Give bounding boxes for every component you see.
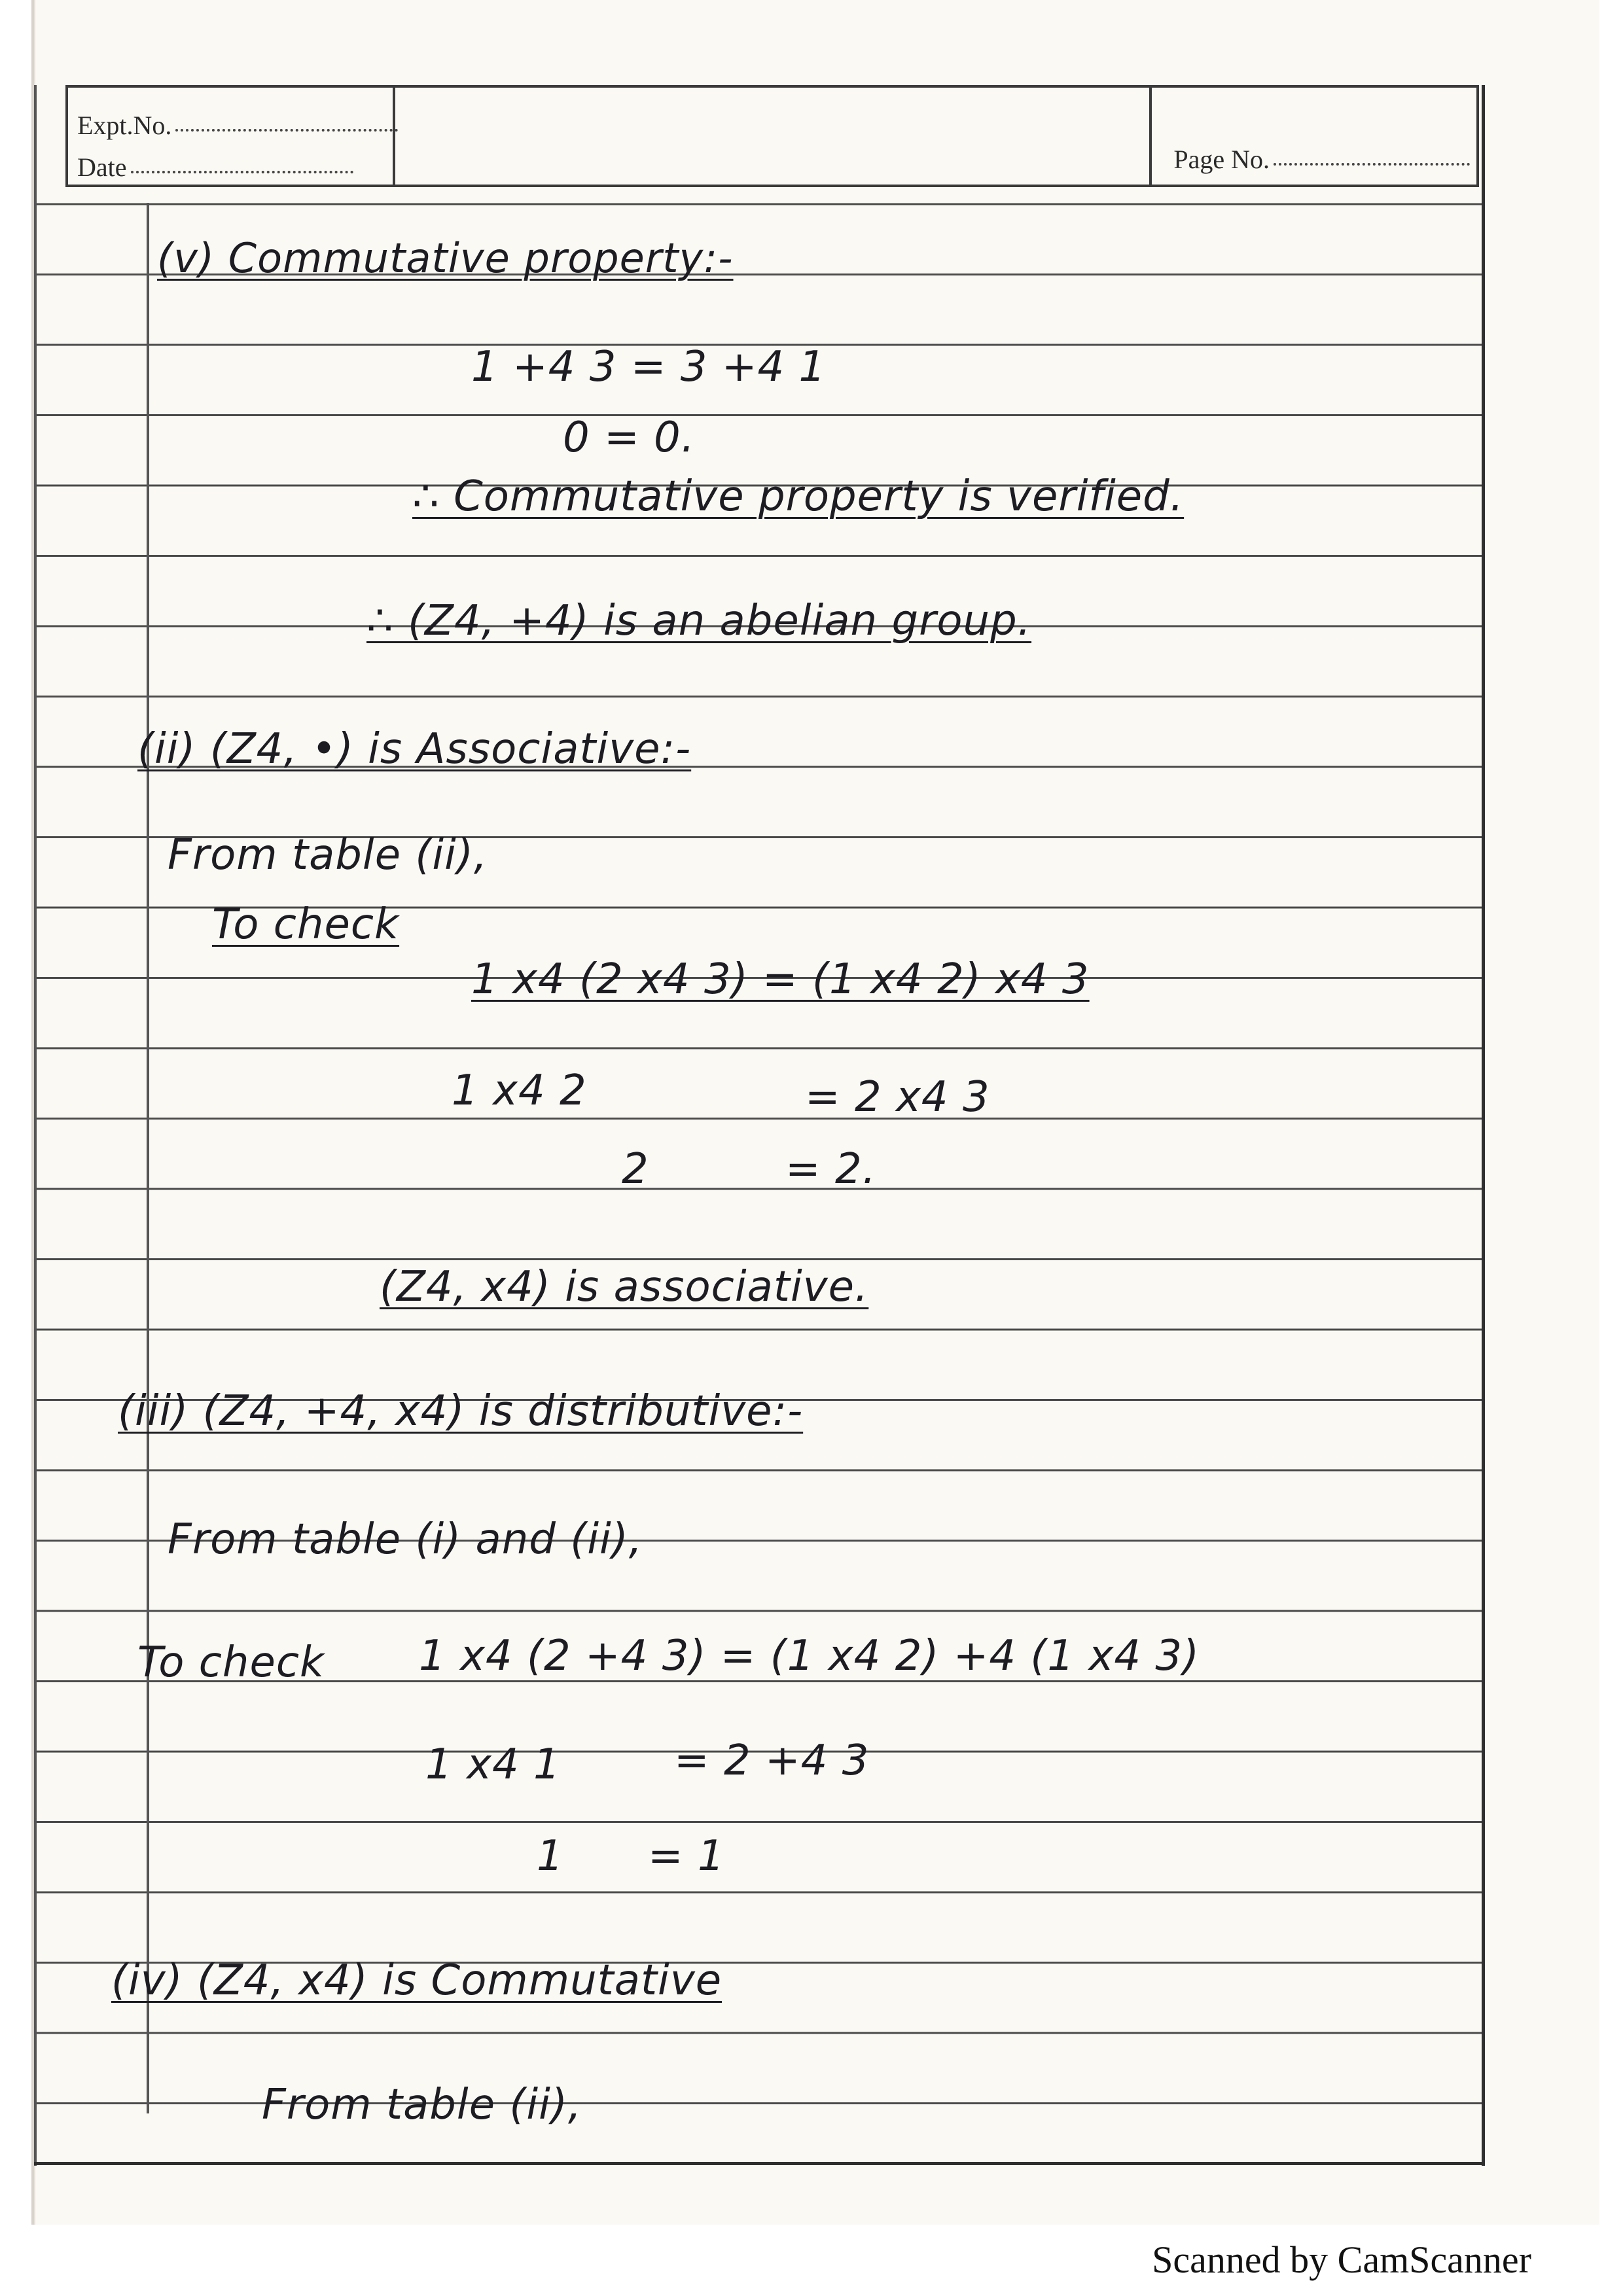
equation-line: 2: [622, 1145, 649, 1193]
equation-line: = 2 x4 3: [805, 1073, 990, 1122]
heading-distributive: (iii) (Z4, +4, x4) is distributive:-: [118, 1387, 804, 1436]
equation-line: 1 x4 (2 x4 3) = (1 x4 2) x4 3: [471, 955, 1090, 1004]
equation-line: 1: [537, 1832, 564, 1881]
margin-line: [147, 203, 149, 2113]
page-border-right: [1482, 85, 1485, 2166]
scanner-watermark: Scanned by CamScanner: [1152, 2238, 1531, 2281]
conclusion-line: ∴ Commutative property is verified.: [412, 472, 1185, 521]
text-line: To check: [137, 1638, 325, 1687]
equation-line: 1 x4 1: [425, 1740, 561, 1789]
heading-associative: (ii) (Z4, •) is Associative:-: [137, 725, 692, 773]
equation-line: = 2 +4 3: [674, 1737, 870, 1785]
page-border-left: [34, 85, 37, 2166]
expt-no-label: Expt.No.: [77, 110, 398, 141]
text-line: From table (ii),: [168, 831, 488, 879]
date-label: Date: [77, 152, 353, 183]
equation-line: 1 x4 (2 +4 3) = (1 x4 2) +4 (1 x4 3): [419, 1632, 1200, 1680]
page-no-label: Page No.: [1173, 144, 1470, 175]
equation-line: = 1: [648, 1832, 725, 1881]
conclusion-line: (Z4, x4) is associative.: [380, 1263, 869, 1311]
equation-line: 1 +4 3 = 3 +4 1: [471, 343, 827, 391]
equation-line: 1 x4 2: [452, 1067, 587, 1115]
header-left-cell: [68, 88, 395, 185]
conclusion-line: ∴ (Z4, +4) is an abelian group.: [366, 597, 1032, 645]
heading-commutative: (iv) (Z4, x4) is Commutative: [111, 1956, 722, 2005]
page-header-box: [65, 85, 1479, 187]
text-line: From table (ii),: [262, 2081, 582, 2129]
page-border-bottom: [34, 2162, 1485, 2165]
equation-line: 0 = 0.: [563, 414, 696, 462]
header-right-cell: [1149, 88, 1476, 185]
text-line: To check: [212, 900, 400, 949]
equation-line: = 2.: [785, 1145, 877, 1193]
text-line: From table (i) and (ii),: [168, 1515, 643, 1564]
notebook-spine: [0, 0, 31, 2225]
heading-commutative-property: (v) Commutative property:-: [157, 234, 734, 282]
